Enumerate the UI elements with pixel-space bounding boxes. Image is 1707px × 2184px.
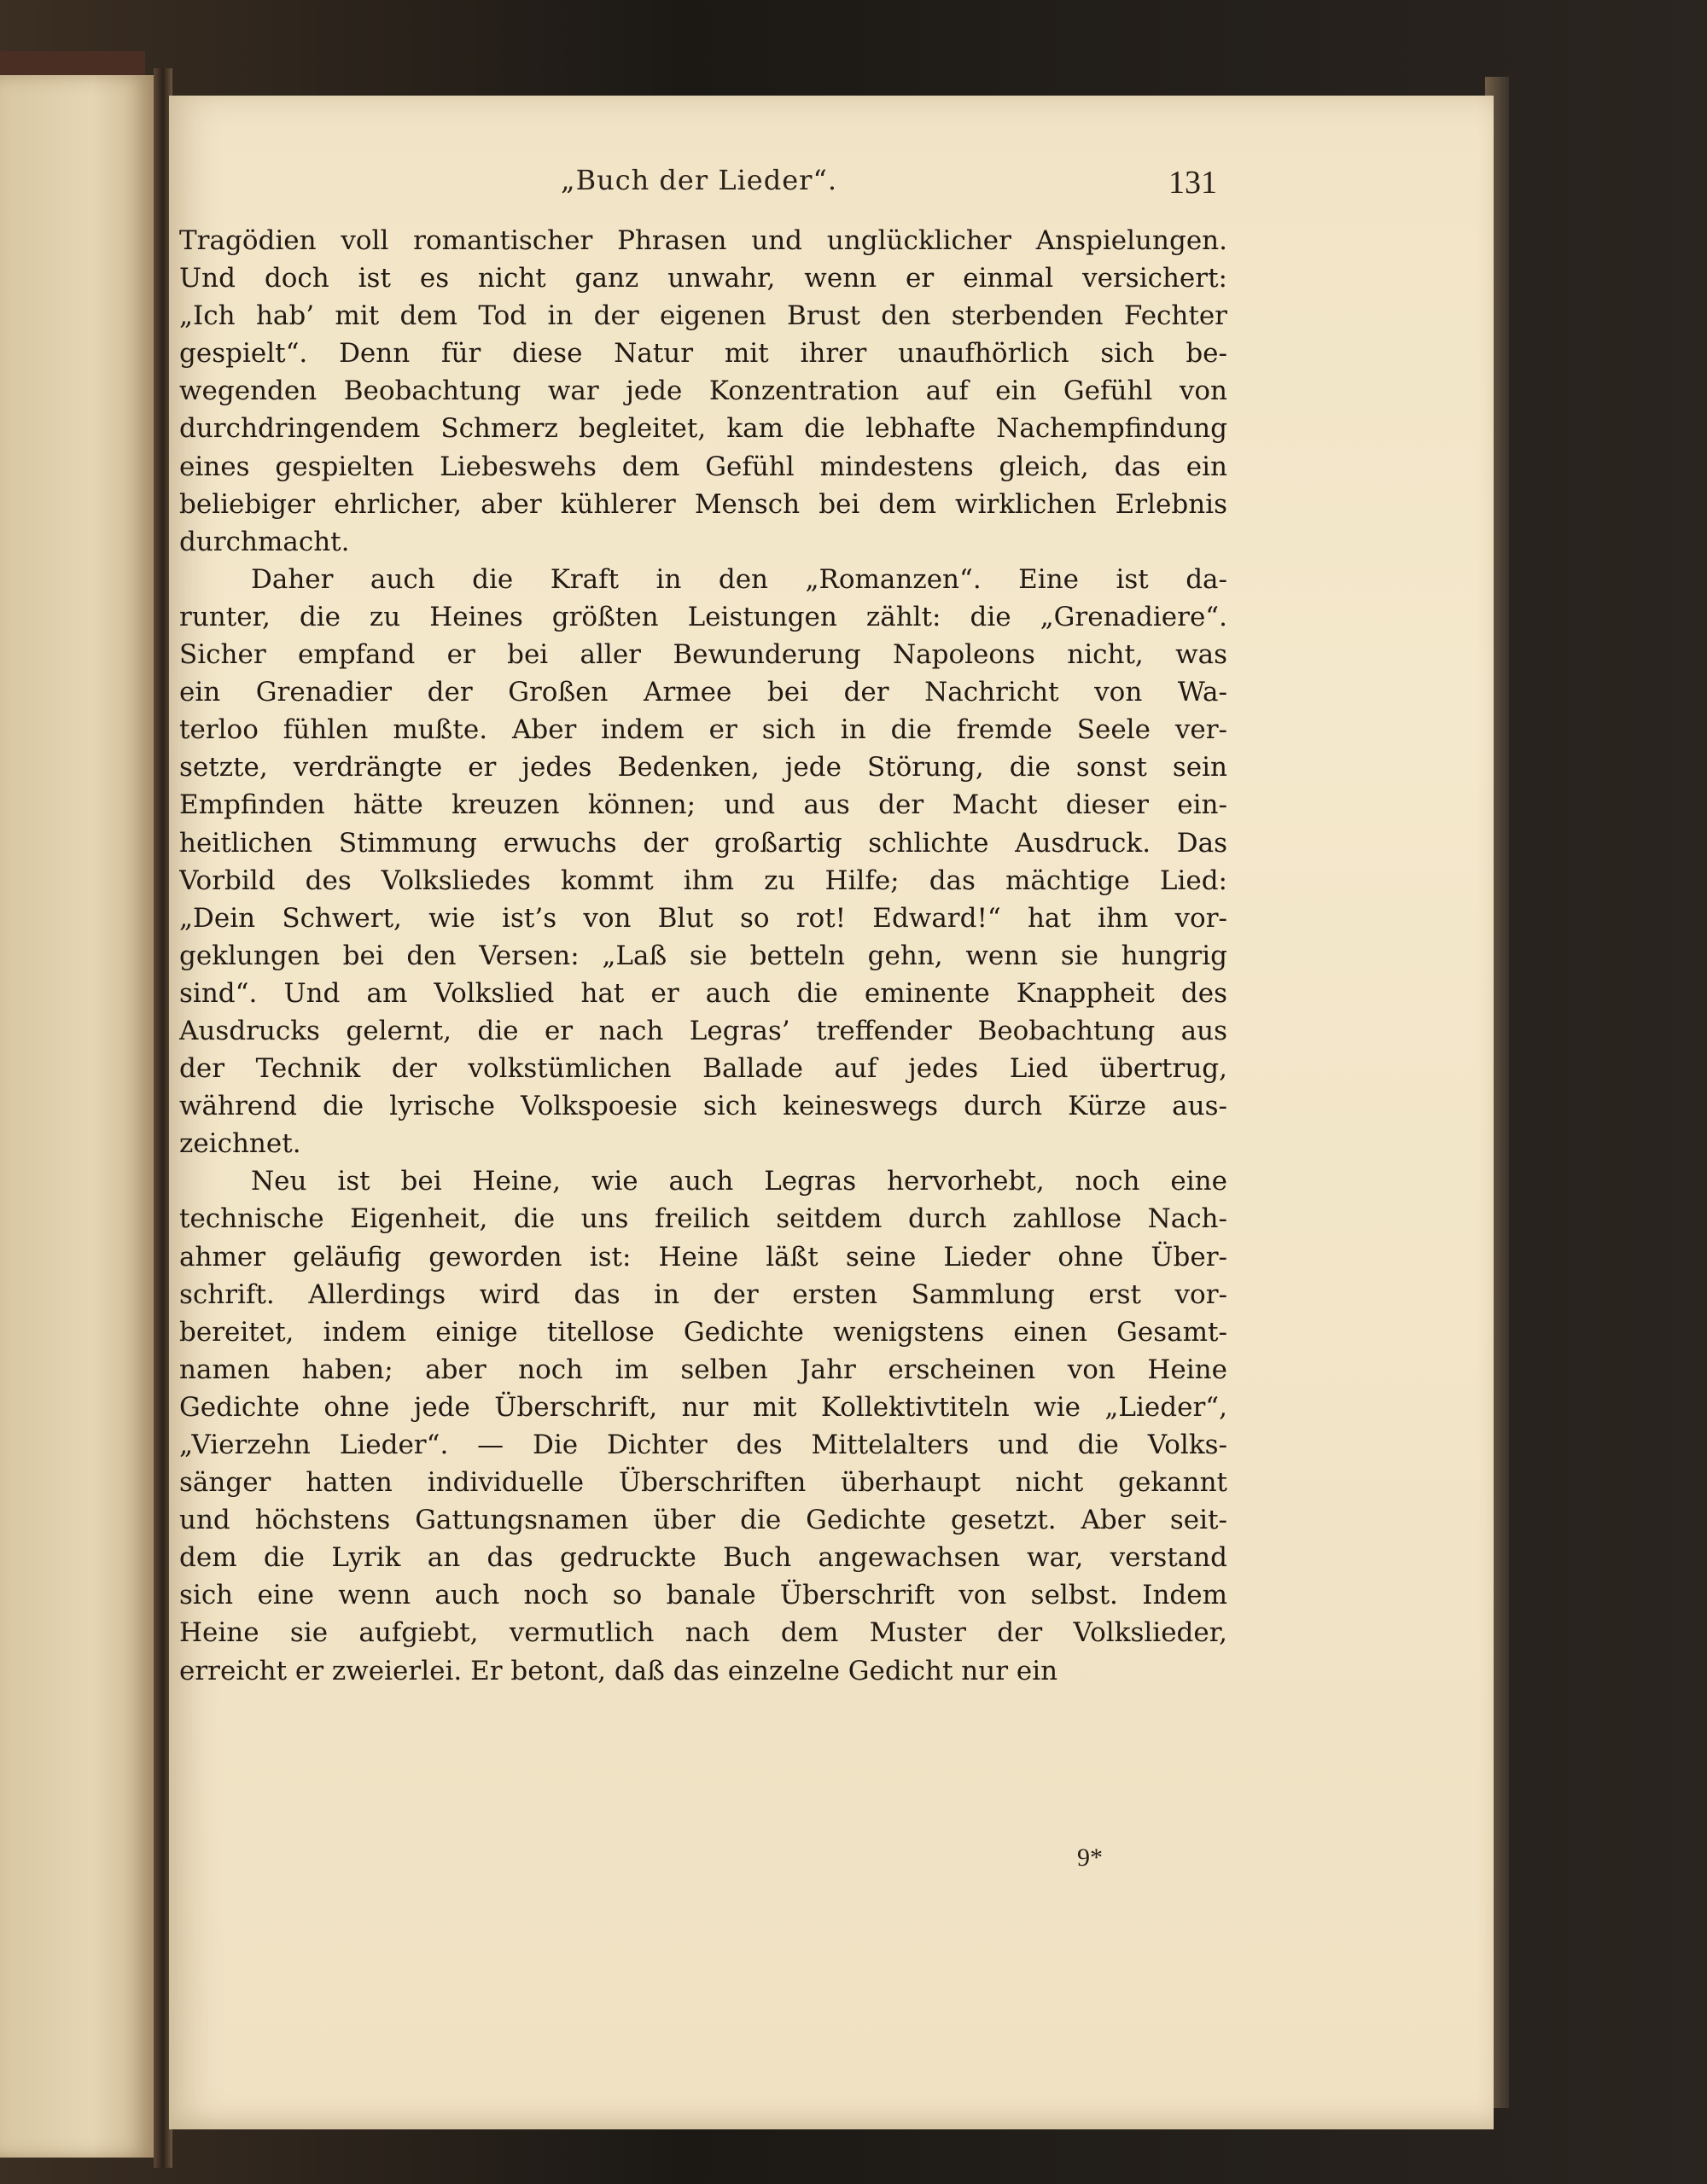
text-line: und höchstens Gattungsnamen über die Gedichte gesetzt. Aber seit- (179, 1505, 1227, 1536)
text-line: während die lyrische Volkspoesie sich keineswegs durch Kürze aus- (179, 1091, 1227, 1122)
text-line: Empfinden hätte kreuzen können; und aus der Macht dieser ein- (179, 789, 1227, 821)
text-line: terloo fühlen mußte. Aber indem er sich in die fremde Seele ver- (179, 714, 1227, 746)
signature-mark: 9* (1077, 1843, 1103, 1872)
text-line: der Technik der volkstümlichen Ballade auf jedes Lied übertrug, (179, 1053, 1227, 1085)
text-line: Sicher empfand er bei aller Bewunderung Napoleons nicht, was (179, 639, 1227, 671)
text-line: dem die Lyrik an das gedruckte Buch angewachsen war, verstand (179, 1542, 1227, 1574)
text-line: Ausdrucks gelernt, die er nach Legras’ treffender Beobachtung aus (179, 1015, 1227, 1046)
text-line: geklungen bei den Versen: „Laß sie betteln gehn, wenn sie hungrig (179, 940, 1227, 971)
text-line: sind“. Und am Volkslied hat er auch die eminente Knappheit des (179, 977, 1227, 1009)
text-line: durchdringendem Schmerz begleitet, kam die lebhafte Nachempfindung (179, 413, 1227, 445)
text-line: „Vierzehn Lieder“. — Die Dichter des Mittelalters und die Volks- (179, 1430, 1227, 1460)
text-line: gespielt“. Denn für diese Natur mit ihrer unaufhörlich sich be- (179, 338, 1227, 370)
text-line: eines gespielten Liebeswehs dem Gefühl mindestens gleich, das ein (179, 451, 1227, 482)
page-number: 131 (1168, 165, 1217, 201)
paragraph (179, 1162, 1227, 1689)
body-text (179, 222, 1227, 1690)
text-line: sich eine wenn auch noch so banale Überschrift von selbst. Indem (179, 1580, 1227, 1611)
text-line: Tragödien voll romantischer Phrasen und unglücklicher Anspielungen. (179, 225, 1227, 256)
text-line: durchmacht. (179, 526, 350, 557)
text-line: sänger hatten individuelle Überschriften überhaupt nicht gekannt (179, 1467, 1227, 1499)
text-line: schrift. Allerdings wird das in der ersten Sammlung erst vor- (179, 1278, 1227, 1310)
text-line: Daher auch die Kraft in den „Romanzen“. Eine ist da- (251, 563, 1227, 595)
text-line: Neu ist bei Heine, wie auch Legras hervorhebt, noch eine (251, 1166, 1227, 1197)
text-line: namen haben; aber noch im selben Jahr erscheinen von Heine (179, 1354, 1227, 1385)
text-line: ahmer geläufig geworden ist: Heine läßt seine Lieder ohne Über- (179, 1241, 1227, 1273)
text-line: setzte, verdrängte er jedes Bedenken, jede Störung, die sonst sein (179, 752, 1227, 783)
page-header (181, 164, 1217, 207)
text-line: zeichnet. (179, 1128, 301, 1160)
paragraph (179, 561, 1227, 1163)
text-line: heitlichen Stimmung erwuchs der großartig schlichte Ausdruck. Das (179, 827, 1227, 859)
text-line: erreicht er zweierlei. Er betont, daß das einzelne Gedicht nur ein (179, 1655, 1058, 1686)
text-line: „Dein Schwert, wie ist’s von Blut so rot! Edward!“ hat ihm vor- (179, 902, 1227, 934)
text-line: technische Eigenheit, die uns freilich seitdem durch zahllose Nach- (179, 1203, 1227, 1235)
text-line: wegenden Beobachtung war jede Konzentration auf ein Gefühl von (179, 376, 1227, 407)
text-line: bereitet, indem einige titellose Gedichte wenigstens einen Gesamt- (179, 1316, 1227, 1348)
paragraph (179, 222, 1227, 561)
left-page (0, 75, 159, 2158)
text-line: runter, die zu Heines größten Leistungen zählt: die „Grenadiere“. (179, 601, 1227, 632)
text-line: Und doch ist es nicht ganz unwahr, wenn er einmal versichert: (179, 263, 1227, 294)
running-title: „Buch der Lieder“. (561, 164, 837, 196)
text-line: „Ich hab’ mit dem Tod in der eigenen Brust den sterbenden Fechter (179, 300, 1227, 332)
text-line: Gedichte ohne jede Überschrift, nur mit Kollektivtiteln wie „Lieder“, (179, 1391, 1227, 1423)
text-line: Vorbild des Volksliedes kommt ihm zu Hilfe; das mächtige Lied: (179, 865, 1227, 896)
text-line: beliebiger ehrlicher, aber kühlerer Mensch bei dem wirklichen Erlebnis (179, 488, 1227, 520)
text-line: Heine sie aufgiebt, vermutlich nach dem Muster der Volkslieder, (179, 1617, 1227, 1649)
text-line: ein Grenadier der Großen Armee bei der Nachricht von Wa- (179, 677, 1227, 708)
